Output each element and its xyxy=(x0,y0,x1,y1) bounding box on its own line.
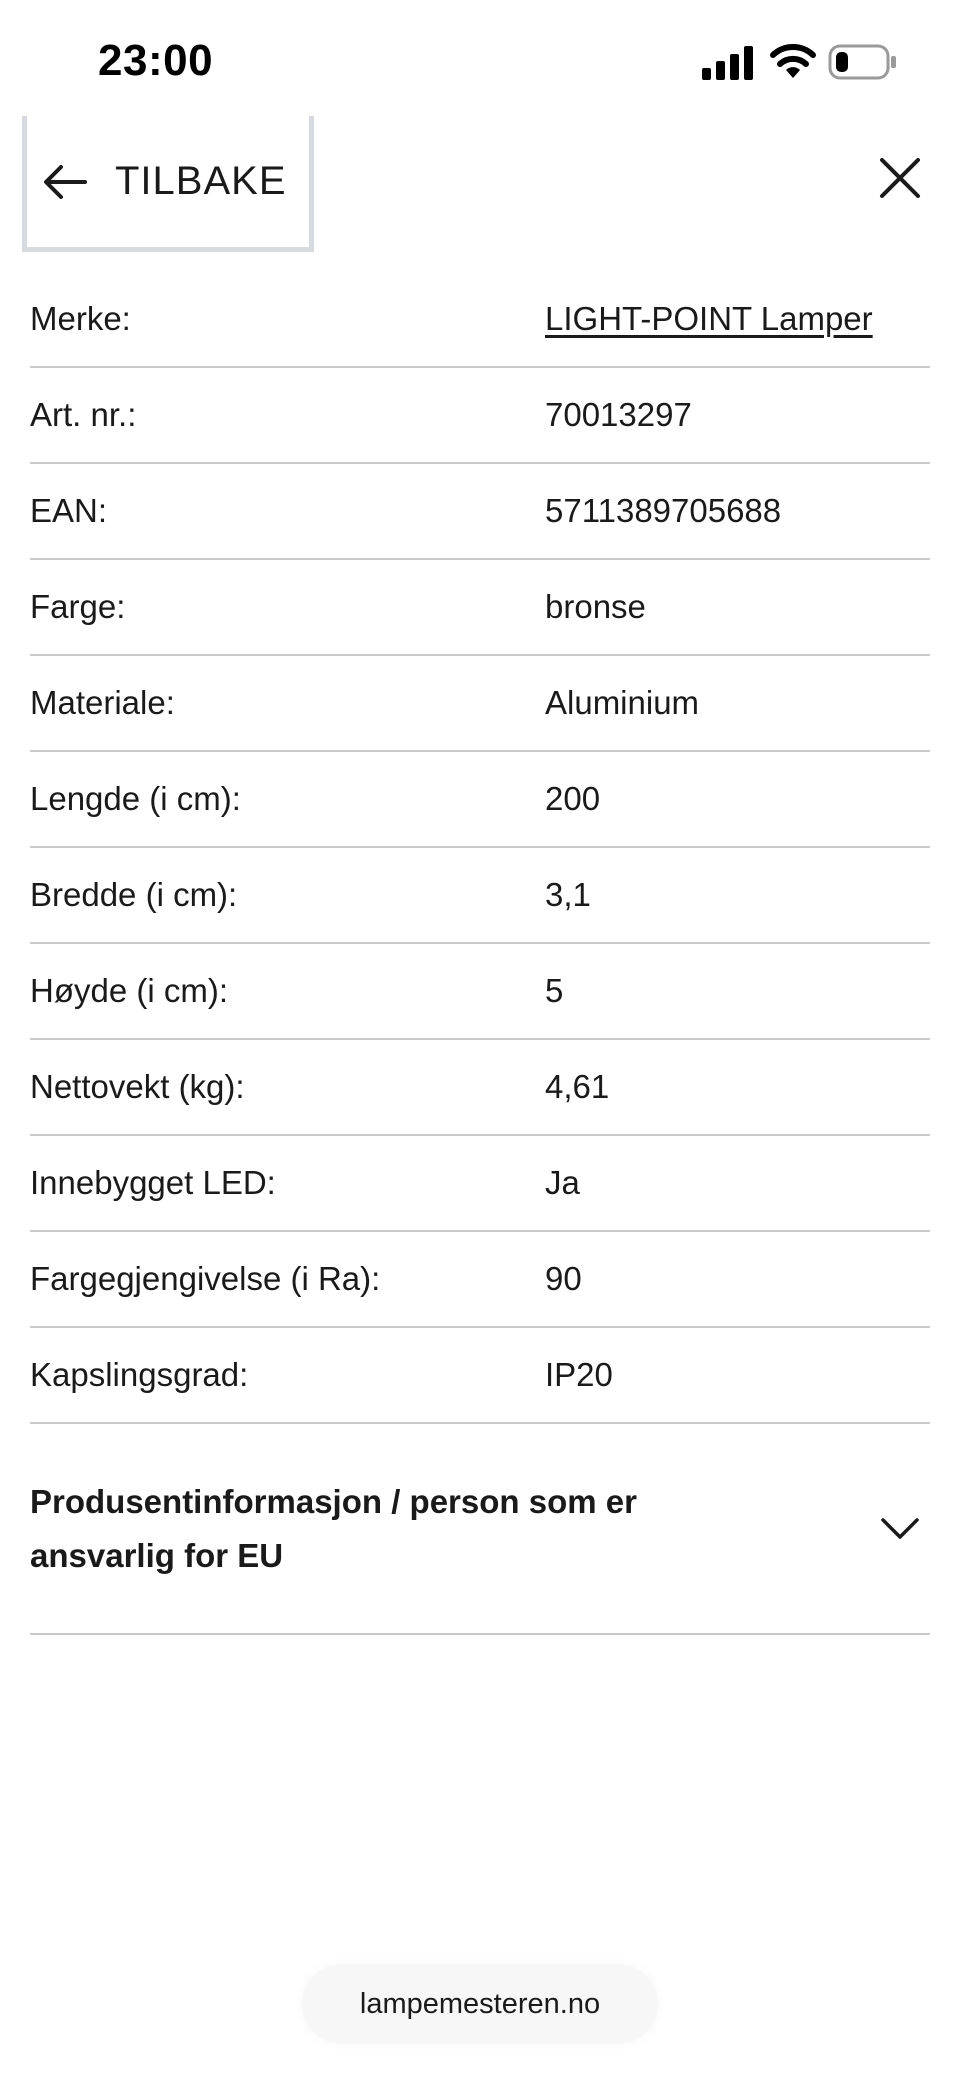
spec-row-brand xyxy=(30,272,930,368)
spec-label: Kapslingsgrad: xyxy=(30,1356,249,1393)
spec-value: Ja xyxy=(545,1164,580,1201)
spec-value: 4,61 xyxy=(545,1068,610,1105)
spec-value: 200 xyxy=(545,780,601,817)
spec-label: Merke: xyxy=(30,300,131,337)
status-time: 23:00 xyxy=(98,36,214,85)
spec-row-color xyxy=(30,560,930,656)
spec-row-length xyxy=(30,752,930,848)
manufacturer-info-accordion[interactable] xyxy=(30,1425,930,1635)
spec-label: Bredde (i cm): xyxy=(30,876,238,913)
spec-value: 3,1 xyxy=(545,876,591,913)
spec-label: Nettovekt (kg): xyxy=(30,1068,245,1105)
chevron-down-icon xyxy=(880,1516,920,1542)
spec-value: 70013297 xyxy=(545,396,692,433)
spec-row-ip-rating xyxy=(30,1328,930,1424)
spec-value: 5711389705688 xyxy=(545,492,782,529)
spec-row-height xyxy=(30,944,930,1040)
spec-table xyxy=(30,272,930,1424)
spec-label: Innebygget LED: xyxy=(30,1164,276,1201)
spec-label: EAN: xyxy=(30,492,108,529)
spec-label: Høyde (i cm): xyxy=(30,972,228,1009)
spec-row-material xyxy=(30,656,930,752)
spec-label: Farge: xyxy=(30,588,126,625)
spec-value: bronse xyxy=(545,588,646,625)
spec-label: Materiale: xyxy=(30,684,175,721)
spec-label: Lengde (i cm): xyxy=(30,780,241,817)
status-bar xyxy=(0,0,960,120)
spec-row-net-weight xyxy=(30,1040,930,1136)
spec-label: Fargegjengivelse (i Ra): xyxy=(30,1260,381,1297)
spec-row-color-rendering xyxy=(30,1232,930,1328)
cellular-signal-icon xyxy=(702,46,754,80)
spec-row-ean xyxy=(30,464,930,560)
spec-label: Art. nr.: xyxy=(30,396,137,433)
back-label: TILBAKE xyxy=(115,159,287,203)
spec-row-built-in-led xyxy=(30,1136,930,1232)
spec-value: IP20 xyxy=(545,1356,613,1393)
spec-value: 5 xyxy=(545,972,564,1009)
spec-row-article-number xyxy=(30,368,930,464)
spec-value: 90 xyxy=(545,1260,582,1297)
close-icon[interactable] xyxy=(876,154,924,202)
brand-link[interactable]: LIGHT-POINT Lamper xyxy=(545,300,873,337)
spec-value: Aluminium xyxy=(545,684,700,721)
wifi-icon xyxy=(770,44,816,80)
battery-low-icon xyxy=(828,44,898,80)
spec-row-width xyxy=(30,848,930,944)
back-button[interactable] xyxy=(22,116,314,252)
url-text: lampemesteren.no xyxy=(359,1987,601,2020)
browser-url-bar[interactable] xyxy=(302,1964,658,2044)
accordion-title: Produsentinformasjon / person som er ansvarlig for EU xyxy=(30,1483,637,1574)
arrow-left-icon xyxy=(41,162,89,202)
